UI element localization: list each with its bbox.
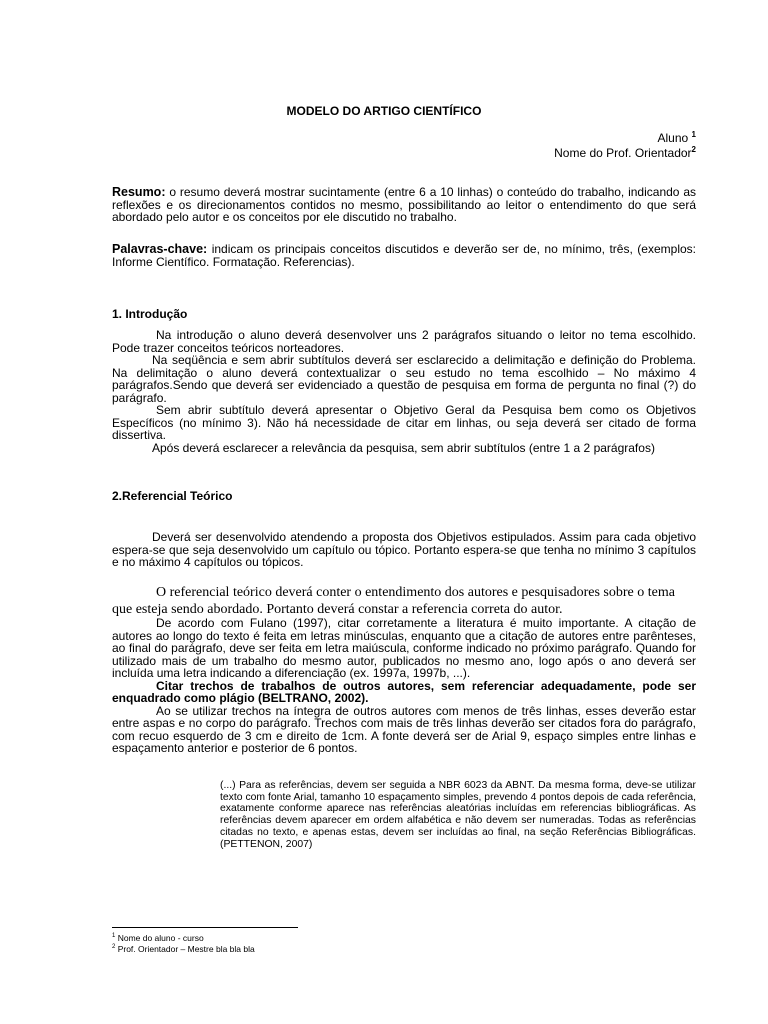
abstract-text: o resumo deverá mostrar sucintamente (entre 6 a 10 linhas) o conteúdo do trabalho, indicando as reflexões e os direcionamentos contidos no mesmo, possibilitando ao leitor o entendimento do que será abordado pelo autor e os conceitos por ele discutido no trabalho. (112, 185, 696, 224)
introduction-paragraph-2: Na seqüência e sem abrir subtítulos deverá ser esclarecido a delimitação e definição do Problema. Na delimitação o aluno deverá contextualizar o seu estudo no tema escolhido – No máximo 4 parágrafos.Sendo que deverá ser evidenciado a questão de pesquisa em forma de pergunta no final (?) do parágrafo. (112, 353, 696, 405)
footnote-1-text: Nome do aluno - curso (115, 933, 204, 943)
framework-paragraph-4: Citar trechos de trabalhos de outros autores, sem referenciar adequadamente, pode ser enquadrado como plágio (BELTRANO, 2002). (112, 678, 696, 705)
document-title: MODELO DO ARTIGO CIENTÍFICO (286, 104, 482, 118)
framework-paragraph-5: Ao se utilizar trechos na íntegra de outros autores com menos de três linhas, esses deverão estar entre aspas e no corpo do parágrafo. Trechos com mais de três linhas deverão ser citados fora do parágrafo, com recuo esquerdo de 3 cm e direito de 1cm. A fonte deverá ser de Arial 9, espaço simples entre linhas e espaçamento anterior e posterior de 6 pontos. (112, 703, 696, 755)
footnote-2-ref: 2 (112, 944, 116, 951)
footnote-1-ref: 1 (112, 933, 116, 940)
block-quote: (...) Para as referências, devem ser seguida a NBR 6023 da ABNT. Da mesma forma, deve-se utilizar texto com fonte Arial, tamanho 10 espaçamento simples, prevendo 4 pontos depois de cada referência, exatamente conforme aparece nas referências aleatórias incluídas em referencias bibliográficas. As referências devem aparecer em ordem alfabética e não devem ser numeradas. Todas as referências citadas no texto, e apenas estas, devem ser incluídas ao final, na seção Referências Bibliográficas. (PETTENON, 2007) (220, 780, 696, 850)
footnote-2-text: Prof. Orientador – Mestre bla bla bla (115, 944, 255, 954)
framework-body (112, 617, 696, 755)
abstract (112, 186, 696, 224)
framework-paragraph-1-text: Deverá ser desenvolvido atendendo a proposta dos Objetivos estipulados. Assim para cada objetivo espera-se que seja desenvolvido um capítulo ou tópico. Portanto espera-se que tenha no mínimo 3 capítulos e no máximo 4 capítulos ou tópicos. (112, 530, 696, 569)
footnote-divider (112, 927, 298, 928)
abstract-label: Resumo: (112, 185, 166, 199)
advisor-name-text: Nome do Prof. Orientador (554, 146, 692, 160)
advisor-name (554, 146, 696, 160)
keywords (112, 243, 696, 268)
introduction-body (112, 329, 696, 454)
introduction-paragraph-3: Sem abrir subtítulo deverá apresentar o Objetivo Geral da Pesquisa bem como os Objetivos Específicos (no mínimo 3). Não há necessidade de citar em linhas, ou seja deverá ser citado de forma dissertiva. (112, 403, 696, 442)
section-heading-theoretical-framework: 2.Referencial Teórico (112, 489, 233, 503)
author-name (658, 131, 697, 145)
footnote-2 (112, 944, 255, 954)
section-heading-introduction: 1. Introdução (112, 307, 188, 321)
author-name-text: Aluno (657, 131, 689, 145)
framework-paragraph-1 (112, 531, 696, 569)
footnote-1 (112, 933, 204, 943)
introduction-paragraph-1: Na introdução o aluno deverá desenvolver uns 2 parágrafos situando o leitor no tema escolhido. Pode trazer conceitos teóricos norteadores. (112, 328, 696, 355)
framework-paragraph-3: De acordo com Fulano (1997), citar corretamente a literatura é muito importante. A citação de autores ao longo do texto é feita em letras minúsculas, enquanto que a citação de autores entre parênteses, ao final do parágrafo, deve ser feita em letra maiúscula, conforme indicado no próximo parágrafo. Quando for utilizado mais de um trabalho do mesmo autor, publicados no mesmo ano, logo após o ano deverá ser incluída uma letra indicando a diferenciação (ex. 1997a, 1997b, ...). (112, 616, 696, 680)
introduction-paragraph-4: Após deverá esclarecer a relevância da pesquisa, sem abrir subtítulos (entre 1 a 2 parágrafos) (152, 440, 655, 455)
framework-paragraph-2 (112, 584, 696, 618)
author-footnote-ref: 1 (691, 130, 696, 139)
framework-paragraph-2-text: O referencial teórico deverá conter o entendimento dos autores e pesquisadores sobre o tema que esteja sendo abordado. Portanto deverá constar a referencia correta do autor. (112, 585, 675, 617)
keywords-label: Palavras-chave: (112, 242, 208, 256)
advisor-footnote-ref: 2 (691, 145, 696, 154)
keywords-text: indicam os principais conceitos discutidos e deverão ser de, no mínimo, três, (exemplos: Informe Científico. Formatação. Referencias). (112, 242, 696, 269)
